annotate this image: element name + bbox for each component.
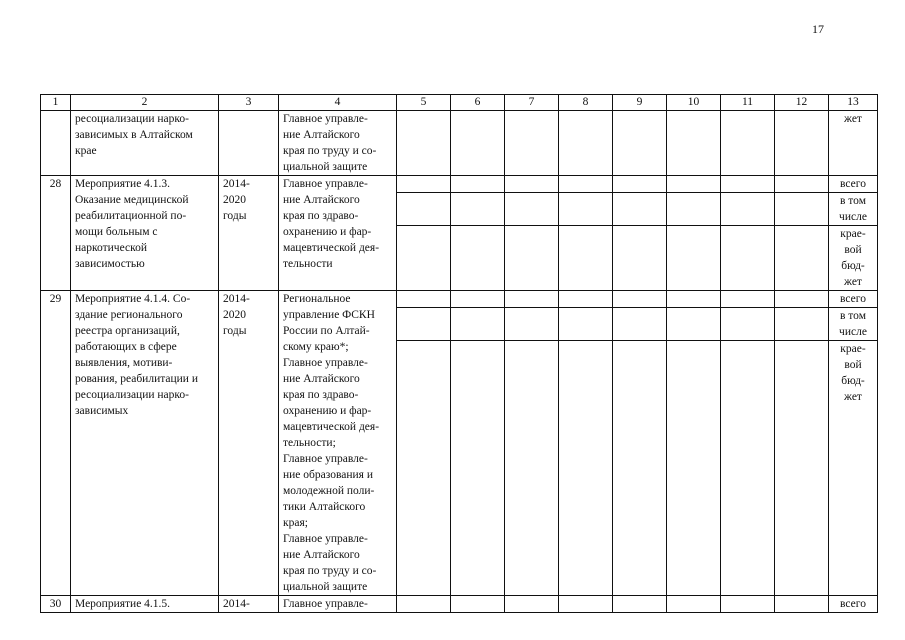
- header-cell: 12: [775, 95, 829, 111]
- row-number: 28: [41, 176, 71, 291]
- value-cell: [451, 291, 505, 596]
- value-cell: [667, 176, 721, 291]
- value-cell: [721, 596, 775, 613]
- value-cell: [559, 291, 613, 596]
- table-row: [41, 111, 878, 176]
- activity-name: ресоциализации нарко- зависимых в Алтайском крае: [71, 111, 219, 176]
- value-cell: [775, 176, 829, 291]
- header-cell: 8: [559, 95, 613, 111]
- activity-name: Мероприятие 4.1.4. Со- здание регионального реестра организаций, работающих в сфере выявления, мотиви- рования, реабилитации и ресоциализации нарко- зависимых: [71, 291, 219, 596]
- value-cell: [451, 111, 505, 176]
- table-row: [41, 291, 878, 596]
- years-cell: [219, 111, 279, 176]
- value-cell: [613, 596, 667, 613]
- header-cell: 6: [451, 95, 505, 111]
- table-row: [41, 596, 878, 613]
- page-number: 17: [812, 22, 824, 36]
- header-cell: 13: [829, 95, 878, 111]
- header-cell: 9: [613, 95, 667, 111]
- source-cell: всего: [829, 596, 878, 613]
- value-cell: [397, 176, 451, 291]
- source-cell: всего в том числе крае- вой бюд- жет: [829, 291, 878, 596]
- row-number: [41, 111, 71, 176]
- value-cell: [451, 596, 505, 613]
- value-cell: [775, 596, 829, 613]
- value-cell: [559, 176, 613, 291]
- header-cell: 2: [71, 95, 219, 111]
- value-cell: [667, 111, 721, 176]
- value-cell: [451, 176, 505, 291]
- header-cell: 4: [279, 95, 397, 111]
- header-cell: 10: [667, 95, 721, 111]
- executor-cell: Главное управле- ние Алтайского края по здраво- охранению и фар- мацевтической дея- тельности: [279, 176, 397, 291]
- value-cell: [613, 111, 667, 176]
- value-cell: [505, 596, 559, 613]
- row-number: 29: [41, 291, 71, 596]
- header-cell: 1: [41, 95, 71, 111]
- row-number: 30: [41, 596, 71, 613]
- program-table: [40, 94, 878, 613]
- header-cell: 7: [505, 95, 559, 111]
- value-cell: [667, 596, 721, 613]
- value-cell: [397, 111, 451, 176]
- executor-cell: Главное управле- ние Алтайского края по труду и со- циальной защите: [279, 111, 397, 176]
- value-cell: [613, 176, 667, 291]
- value-cell: [667, 291, 721, 596]
- source-cell: жет: [829, 111, 878, 176]
- header-cell: 11: [721, 95, 775, 111]
- value-cell: [721, 291, 775, 596]
- value-cell: [505, 111, 559, 176]
- value-cell: [397, 291, 451, 596]
- value-cell: [559, 111, 613, 176]
- years-cell: 2014-: [219, 596, 279, 613]
- header-row: [41, 95, 878, 111]
- executor-cell: Главное управле-: [279, 596, 397, 613]
- years-cell: 2014- 2020 годы: [219, 176, 279, 291]
- value-cell: [721, 176, 775, 291]
- activity-name: Мероприятие 4.1.3. Оказание медицинской реабилитационной по- мощи больным с наркотической зависимостью: [71, 176, 219, 291]
- value-cell: [505, 176, 559, 291]
- activity-name: Мероприятие 4.1.5.: [71, 596, 219, 613]
- value-cell: [613, 291, 667, 596]
- value-cell: [397, 596, 451, 613]
- header-cell: 3: [219, 95, 279, 111]
- executor-cell: Региональное управление ФСКН России по Алтай- скому краю*; Главное управле- ние Алтайского края по здраво- охранению и фар- мацевтической дея- тельности; Главное управле- ние образования и молодежной поли- тики Алтайского края; Главное управле- ние Алтайского края по труду и со- циальной защите: [279, 291, 397, 596]
- table-row: [41, 176, 878, 291]
- value-cell: [505, 291, 559, 596]
- source-cell: всего в том числе крае- вой бюд- жет: [829, 176, 878, 291]
- value-cell: [721, 111, 775, 176]
- value-cell: [775, 291, 829, 596]
- years-cell: 2014- 2020 годы: [219, 291, 279, 596]
- value-cell: [559, 596, 613, 613]
- value-cell: [775, 111, 829, 176]
- header-cell: 5: [397, 95, 451, 111]
